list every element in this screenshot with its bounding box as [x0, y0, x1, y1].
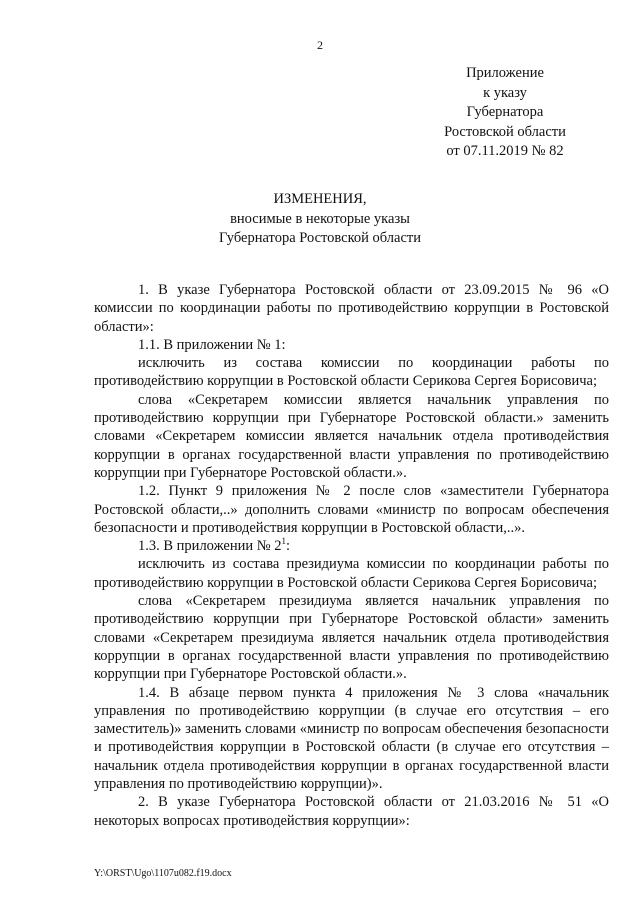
- document-title: [0, 190, 640, 249]
- appendix-header: [430, 64, 580, 162]
- title-subtitle: Губернатора Ростовской области: [218, 230, 422, 246]
- paragraph: слова «Секретарем комиссии является начальник управления по противодействию коррупции при Губернаторе Ростовской области.» заменить словами «Секретарем комиссии является начальник отдела противодействия коррупции в органах государственной власти управления по противодействию коррупции при Губернаторе Ростовской области.».: [94, 391, 609, 481]
- title-heading: ИЗМЕНЕНИЯ,: [273, 191, 367, 207]
- paragraph: 1.1. В приложении № 1:: [138, 336, 286, 353]
- appendix-line: Ростовской области: [444, 123, 566, 140]
- appendix-line: Приложение: [466, 65, 544, 81]
- title-subtitle: вносимые в некоторые указы: [230, 210, 410, 227]
- document-body: [94, 281, 609, 830]
- paragraph: слова «Секретарем президиума является начальник управления по противодействию коррупции при Губернаторе Ростовской области» заменить словами «Секретарем президиума является начальник отдела противодействия коррупции в органах государственной власти управления по противодействию коррупции при Губернаторе Ростовской области.».: [94, 593, 609, 683]
- paragraph: 2. В указе Губернатора Ростовской области от 21.03.2016 № 51 «О некоторых вопросах противодействия коррупции»:: [94, 794, 609, 829]
- page-number: 2: [317, 38, 323, 52]
- appendix-line: к указу: [483, 84, 527, 101]
- paragraph-text: 1.3. В приложении № 2: [138, 538, 282, 555]
- paragraph: 1.2. Пункт 9 приложения № 2 после слов «заместители Губернатора Ростовской области,..» дополнить словами «министр по вопросам обеспечения безопасности и противодействия коррупции в Ростовской области,..».: [94, 483, 609, 536]
- paragraph: [94, 537, 609, 555]
- superscript: 1: [281, 536, 286, 547]
- paragraph-text: :: [285, 538, 290, 555]
- appendix-line: Губернатора: [466, 104, 544, 120]
- file-path-footer: Y:\ORST\Ugo\1107u082.f19.docx: [94, 868, 232, 879]
- paragraph: исключить из состава комиссии по координации работы по противодействию коррупции в Ростовской области Серикова Сергея Борисовича;: [94, 355, 609, 390]
- appendix-date: от 07.11.2019 № 82: [446, 143, 564, 159]
- paragraph: 1. В указе Губернатора Ростовской области от 23.09.2015 № 96 «О комиссии по координации работы по противодействию коррупции в Ростовской области»:: [94, 282, 609, 335]
- paragraph: 1.4. В абзаце первом пункта 4 приложения № 3 слова «начальник управления по противодействию коррупции (в случае его отсутствия – его заместитель)» заменить словами «министр по вопросам обеспечения безопасности и противодействия коррупции в Ростовской области (в случае его отсутствия – начальник отдела противодействия коррупции в органах государственной власти управления по противодействию коррупции)».: [94, 684, 609, 793]
- paragraph: исключить из состава президиума комиссии по координации работы по противодействию коррупции в Ростовской области Серикова Сергея Борисовича;: [94, 556, 609, 591]
